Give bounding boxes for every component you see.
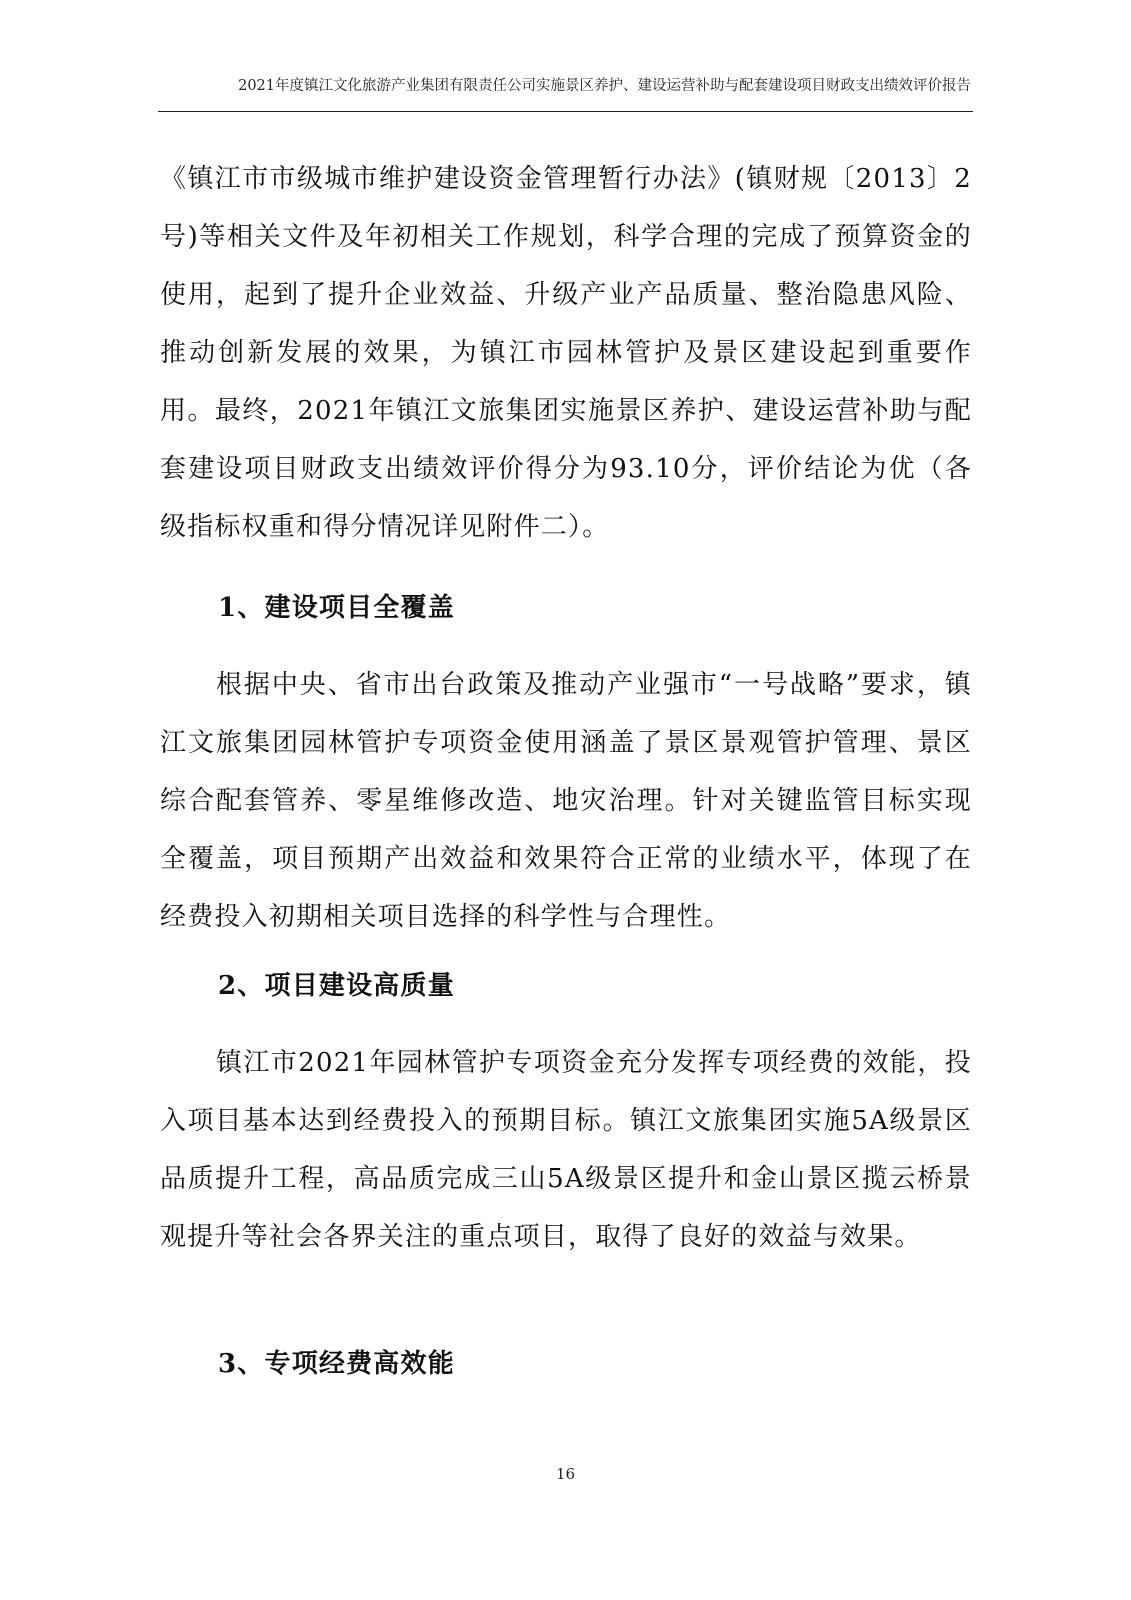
page-number: 16 [555, 1465, 576, 1483]
header-divider [158, 111, 973, 112]
section-heading-1: 1、建设项目全覆盖 [218, 593, 455, 623]
section-heading-3: 3、专项经费高效能 [218, 1349, 455, 1379]
section-heading-2: 2、项目建设高质量 [218, 971, 455, 1001]
intro-paragraph: 《镇江市市级城市维护建设资金管理暂行办法》(镇财规〔2013〕2号)等相关文件及年初相关工作规划，科学合理的完成了预算资金的使用，起到了提升企业效益、升级产业产品质量、整治隐患风险、推动创新发展的效果，为镇江市园林管护及景区建设起到重要作用。最终，2021年镇江文旅集团实施景区养护、建设运营补助与配套建设项目财政支出绩效评价得分为93.10分，评价结论为优（各级指标权重和得分情况详见附件二）。 [160, 164, 972, 542]
section-paragraph-2: 镇江市2021年园林管护专项资金充分发挥专项经费的效能，投入项目基本达到经费投入的预期目标。镇江文旅集团实施5A级景区品质提升工程，高品质完成三山5A级景区提升和金山景区揽云桥景观提升等社会各界关注的重点项目，取得了良好的效益与效果。 [160, 1048, 972, 1252]
page-header: 2021年度镇江文化旅游产业集团有限责任公司实施景区养护、建设运营补助与配套建设项目财政支出绩效评价报告 [238, 78, 971, 94]
section-paragraph-1: 根据中央、省市出台政策及推动产业强市“一号战略”要求，镇江文旅集团园林管护专项资金使用涵盖了景区景观管护管理、景区综合配套管养、零星维修改造、地灾治理。针对关键监管目标实现全覆盖，项目预期产出效益和效果符合正常的业绩水平，体现了在经费投入初期相关项目选择的科学性与合理性。 [160, 670, 972, 932]
